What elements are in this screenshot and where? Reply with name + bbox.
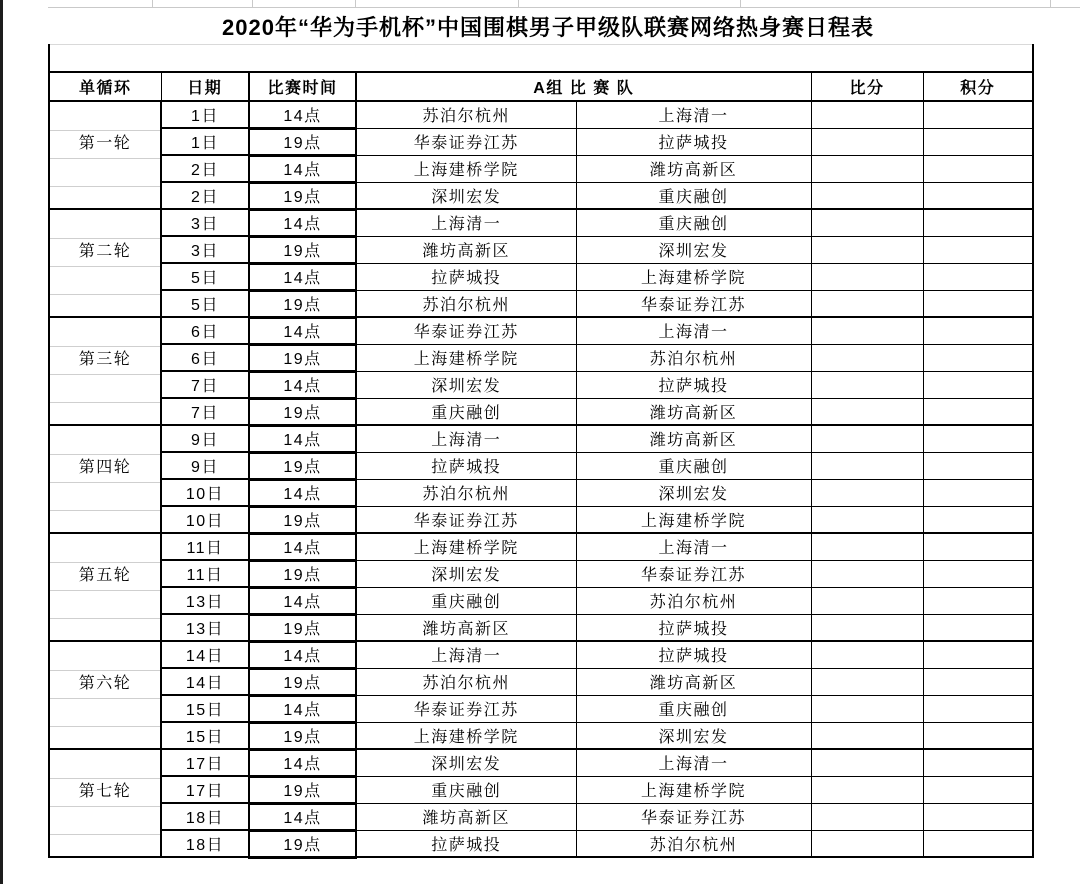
home-team-cell[interactable]: 上海建桥学院 xyxy=(356,722,576,749)
score-cell[interactable] xyxy=(811,317,923,344)
points-cell[interactable] xyxy=(923,290,1033,317)
round-label-cell[interactable]: 第六轮 xyxy=(49,641,161,749)
date-cell[interactable]: 3日 xyxy=(161,236,249,263)
time-cell[interactable]: 14点 xyxy=(249,803,356,830)
home-team-cell[interactable]: 上海清一 xyxy=(356,425,576,452)
time-cell[interactable]: 19点 xyxy=(249,290,356,317)
away-team-cell[interactable]: 苏泊尔杭州 xyxy=(576,830,811,857)
away-team-cell[interactable]: 华泰证券江苏 xyxy=(576,560,811,587)
score-cell[interactable] xyxy=(811,128,923,155)
away-team-cell[interactable]: 华泰证券江苏 xyxy=(576,290,811,317)
time-cell[interactable]: 19点 xyxy=(249,236,356,263)
match-row xyxy=(49,506,1033,533)
date-cell[interactable]: 15日 xyxy=(161,722,249,749)
match-row xyxy=(49,317,1033,344)
gridline-tick xyxy=(1050,0,1051,7)
score-cell[interactable] xyxy=(811,830,923,857)
gridline-tick xyxy=(518,0,519,7)
schedule-table xyxy=(48,44,1034,859)
home-team-cell[interactable]: 苏泊尔杭州 xyxy=(356,479,576,506)
score-cell[interactable] xyxy=(811,155,923,182)
points-cell[interactable] xyxy=(923,182,1033,209)
points-cell[interactable] xyxy=(923,398,1033,425)
match-row xyxy=(49,830,1033,857)
points-cell[interactable] xyxy=(923,803,1033,830)
match-row xyxy=(49,263,1033,290)
away-team-cell[interactable]: 深圳宏发 xyxy=(576,479,811,506)
score-cell[interactable] xyxy=(811,776,923,803)
date-cell[interactable]: 15日 xyxy=(161,695,249,722)
home-team-cell[interactable]: 上海建桥学院 xyxy=(356,155,576,182)
spacer-row xyxy=(49,45,1033,73)
time-cell[interactable]: 14点 xyxy=(249,533,356,560)
gridline-tick xyxy=(152,0,153,7)
time-cell[interactable]: 14点 xyxy=(249,317,356,344)
score-cell[interactable] xyxy=(811,533,923,560)
date-cell[interactable]: 18日 xyxy=(161,803,249,830)
match-row xyxy=(49,452,1033,479)
score-cell[interactable] xyxy=(811,452,923,479)
home-team-cell[interactable]: 华泰证券江苏 xyxy=(356,128,576,155)
match-row xyxy=(49,155,1033,182)
time-cell[interactable]: 19点 xyxy=(249,560,356,587)
match-row xyxy=(49,533,1033,560)
away-team-cell[interactable]: 拉萨城投 xyxy=(576,614,811,641)
home-team-cell[interactable]: 上海建桥学院 xyxy=(356,344,576,371)
round-label-cell[interactable]: 第三轮 xyxy=(49,317,161,425)
home-team-cell[interactable]: 潍坊高新区 xyxy=(356,803,576,830)
points-cell[interactable] xyxy=(923,236,1033,263)
time-cell[interactable]: 14点 xyxy=(249,101,356,128)
date-cell[interactable]: 11日 xyxy=(161,533,249,560)
home-team-cell[interactable]: 拉萨城投 xyxy=(356,263,576,290)
date-cell[interactable]: 13日 xyxy=(161,587,249,614)
time-cell[interactable]: 14点 xyxy=(249,479,356,506)
away-team-cell[interactable]: 上海清一 xyxy=(576,317,811,344)
top-gridline xyxy=(48,7,1080,8)
home-team-cell[interactable]: 潍坊高新区 xyxy=(356,236,576,263)
header-date-column[interactable]: 日期 xyxy=(161,72,249,101)
away-team-cell[interactable]: 深圳宏发 xyxy=(576,236,811,263)
time-cell[interactable]: 14点 xyxy=(249,641,356,668)
score-cell[interactable] xyxy=(811,614,923,641)
away-team-cell[interactable]: 苏泊尔杭州 xyxy=(576,344,811,371)
time-cell[interactable]: 19点 xyxy=(249,344,356,371)
home-team-cell[interactable]: 深圳宏发 xyxy=(356,371,576,398)
home-team-cell[interactable]: 苏泊尔杭州 xyxy=(356,290,576,317)
match-row xyxy=(49,587,1033,614)
match-row xyxy=(49,398,1033,425)
gridline-tick xyxy=(740,0,741,7)
time-cell[interactable]: 19点 xyxy=(249,668,356,695)
home-team-cell[interactable]: 上海清一 xyxy=(356,641,576,668)
time-cell[interactable]: 19点 xyxy=(249,776,356,803)
match-row xyxy=(49,371,1033,398)
points-cell[interactable] xyxy=(923,776,1033,803)
away-team-cell[interactable]: 上海清一 xyxy=(576,749,811,776)
home-team-cell[interactable]: 苏泊尔杭州 xyxy=(356,668,576,695)
match-row xyxy=(49,614,1033,641)
points-cell[interactable] xyxy=(923,317,1033,344)
points-cell[interactable] xyxy=(923,425,1033,452)
points-cell[interactable] xyxy=(923,479,1033,506)
points-cell[interactable] xyxy=(923,695,1033,722)
score-cell[interactable] xyxy=(811,560,923,587)
time-cell[interactable]: 19点 xyxy=(249,398,356,425)
date-cell[interactable]: 14日 xyxy=(161,668,249,695)
home-team-cell[interactable]: 拉萨城投 xyxy=(356,452,576,479)
away-team-cell[interactable]: 重庆融创 xyxy=(576,182,811,209)
time-cell[interactable]: 14点 xyxy=(249,209,356,236)
points-cell[interactable] xyxy=(923,506,1033,533)
home-team-cell[interactable]: 上海建桥学院 xyxy=(356,533,576,560)
points-cell[interactable] xyxy=(923,263,1033,290)
gridline-tick xyxy=(252,0,253,7)
match-row xyxy=(49,695,1033,722)
home-team-cell[interactable]: 苏泊尔杭州 xyxy=(356,101,576,128)
score-cell[interactable] xyxy=(811,641,923,668)
home-team-cell[interactable]: 上海清一 xyxy=(356,209,576,236)
points-cell[interactable] xyxy=(923,533,1033,560)
home-team-cell[interactable]: 深圳宏发 xyxy=(356,560,576,587)
points-cell[interactable] xyxy=(923,749,1033,776)
match-row xyxy=(49,344,1033,371)
away-team-cell[interactable]: 深圳宏发 xyxy=(576,722,811,749)
date-cell[interactable]: 7日 xyxy=(161,371,249,398)
away-team-cell[interactable]: 苏泊尔杭州 xyxy=(576,587,811,614)
match-row xyxy=(49,722,1033,749)
time-cell[interactable]: 14点 xyxy=(249,155,356,182)
away-team-cell[interactable]: 重庆融创 xyxy=(576,452,811,479)
date-cell[interactable]: 3日 xyxy=(161,209,249,236)
score-cell[interactable] xyxy=(811,101,923,128)
score-cell[interactable] xyxy=(811,236,923,263)
points-cell[interactable] xyxy=(923,641,1033,668)
date-cell[interactable]: 2日 xyxy=(161,155,249,182)
score-cell[interactable] xyxy=(811,290,923,317)
home-team-cell[interactable]: 重庆融创 xyxy=(356,776,576,803)
points-cell[interactable] xyxy=(923,371,1033,398)
date-cell[interactable]: 17日 xyxy=(161,749,249,776)
match-row xyxy=(49,290,1033,317)
score-cell[interactable] xyxy=(811,263,923,290)
points-cell[interactable] xyxy=(923,209,1033,236)
round-label-cell[interactable]: 第一轮 xyxy=(49,101,161,209)
time-cell[interactable]: 14点 xyxy=(249,425,356,452)
match-row xyxy=(49,749,1033,776)
away-team-cell[interactable]: 重庆融创 xyxy=(576,209,811,236)
away-team-cell[interactable]: 潍坊高新区 xyxy=(576,668,811,695)
header-time-column[interactable]: 比赛时间 xyxy=(249,72,356,101)
score-cell[interactable] xyxy=(811,425,923,452)
date-cell[interactable]: 6日 xyxy=(161,317,249,344)
round-label-cell[interactable]: 第四轮 xyxy=(49,425,161,533)
time-cell[interactable]: 19点 xyxy=(249,128,356,155)
away-team-cell[interactable]: 潍坊高新区 xyxy=(576,398,811,425)
away-team-cell[interactable]: 拉萨城投 xyxy=(576,371,811,398)
match-row xyxy=(49,182,1033,209)
score-cell[interactable] xyxy=(811,182,923,209)
time-cell[interactable]: 14点 xyxy=(249,263,356,290)
home-team-cell[interactable]: 重庆融创 xyxy=(356,587,576,614)
header-round-column[interactable]: 单循环 xyxy=(49,72,161,101)
score-cell[interactable] xyxy=(811,749,923,776)
away-team-cell[interactable]: 上海建桥学院 xyxy=(576,776,811,803)
date-cell[interactable]: 11日 xyxy=(161,560,249,587)
score-cell[interactable] xyxy=(811,695,923,722)
header-row xyxy=(49,72,1033,101)
points-cell[interactable] xyxy=(923,101,1033,128)
score-cell[interactable] xyxy=(811,398,923,425)
points-cell[interactable] xyxy=(923,830,1033,857)
points-cell[interactable] xyxy=(923,722,1033,749)
date-cell[interactable]: 14日 xyxy=(161,641,249,668)
date-cell[interactable]: 9日 xyxy=(161,452,249,479)
date-cell[interactable]: 17日 xyxy=(161,776,249,803)
score-cell[interactable] xyxy=(811,803,923,830)
spacer-cell xyxy=(49,45,1033,73)
score-cell[interactable] xyxy=(811,506,923,533)
time-cell[interactable]: 14点 xyxy=(249,749,356,776)
time-cell[interactable]: 14点 xyxy=(249,371,356,398)
date-cell[interactable]: 1日 xyxy=(161,128,249,155)
points-cell[interactable] xyxy=(923,452,1033,479)
header-points-column[interactable]: 积分 xyxy=(923,72,1033,101)
points-cell[interactable] xyxy=(923,128,1033,155)
date-cell[interactable]: 7日 xyxy=(161,398,249,425)
match-row xyxy=(49,479,1033,506)
date-cell[interactable]: 5日 xyxy=(161,290,249,317)
date-cell[interactable]: 10日 xyxy=(161,506,249,533)
sheet-title: 2020年“华为手机杯”中国围棋男子甲级队联赛网络热身赛日程表 xyxy=(222,15,874,40)
away-team-cell[interactable]: 重庆融创 xyxy=(576,695,811,722)
time-cell[interactable]: 19点 xyxy=(249,614,356,641)
time-cell[interactable]: 19点 xyxy=(249,452,356,479)
header-teams-column[interactable]: A组 比 赛 队 xyxy=(356,72,811,101)
points-cell[interactable] xyxy=(923,614,1033,641)
away-team-cell[interactable]: 上海建桥学院 xyxy=(576,263,811,290)
match-row xyxy=(49,668,1033,695)
away-team-cell[interactable]: 上海清一 xyxy=(576,533,811,560)
home-team-cell[interactable]: 拉萨城投 xyxy=(356,830,576,857)
points-cell[interactable] xyxy=(923,587,1033,614)
date-cell[interactable]: 9日 xyxy=(161,425,249,452)
score-cell[interactable] xyxy=(811,668,923,695)
window-left-edge xyxy=(0,0,3,884)
home-team-cell[interactable]: 华泰证券江苏 xyxy=(356,317,576,344)
home-team-cell[interactable]: 华泰证券江苏 xyxy=(356,506,576,533)
match-row xyxy=(49,101,1033,128)
time-cell[interactable]: 14点 xyxy=(249,587,356,614)
points-cell[interactable] xyxy=(923,668,1033,695)
match-row xyxy=(49,128,1033,155)
away-team-cell[interactable]: 潍坊高新区 xyxy=(576,155,811,182)
date-cell[interactable]: 5日 xyxy=(161,263,249,290)
score-cell[interactable] xyxy=(811,344,923,371)
score-cell[interactable] xyxy=(811,722,923,749)
time-cell[interactable]: 19点 xyxy=(249,830,356,857)
score-cell[interactable] xyxy=(811,371,923,398)
time-cell[interactable]: 19点 xyxy=(249,506,356,533)
points-cell[interactable] xyxy=(923,344,1033,371)
home-team-cell[interactable]: 深圳宏发 xyxy=(356,749,576,776)
away-team-cell[interactable]: 上海建桥学院 xyxy=(576,506,811,533)
away-team-cell[interactable]: 上海清一 xyxy=(576,101,811,128)
away-team-cell[interactable]: 潍坊高新区 xyxy=(576,425,811,452)
score-cell[interactable] xyxy=(811,209,923,236)
match-row xyxy=(49,209,1033,236)
score-cell[interactable] xyxy=(811,479,923,506)
match-row xyxy=(49,641,1033,668)
match-row xyxy=(49,236,1033,263)
match-row xyxy=(49,776,1033,803)
away-team-cell[interactable]: 华泰证券江苏 xyxy=(576,803,811,830)
match-row xyxy=(49,803,1033,830)
date-cell[interactable]: 10日 xyxy=(161,479,249,506)
match-row xyxy=(49,560,1033,587)
gridline-tick xyxy=(355,0,356,7)
home-team-cell[interactable]: 华泰证券江苏 xyxy=(356,695,576,722)
date-cell[interactable]: 13日 xyxy=(161,614,249,641)
away-team-cell[interactable]: 拉萨城投 xyxy=(576,641,811,668)
points-cell[interactable] xyxy=(923,560,1033,587)
home-team-cell[interactable]: 深圳宏发 xyxy=(356,182,576,209)
match-row xyxy=(49,425,1033,452)
home-team-cell[interactable]: 重庆融创 xyxy=(356,398,576,425)
date-cell[interactable]: 6日 xyxy=(161,344,249,371)
date-cell[interactable]: 18日 xyxy=(161,830,249,857)
date-cell[interactable]: 2日 xyxy=(161,182,249,209)
away-team-cell[interactable]: 拉萨城投 xyxy=(576,128,811,155)
score-cell[interactable] xyxy=(811,587,923,614)
time-cell[interactable]: 19点 xyxy=(249,182,356,209)
home-team-cell[interactable]: 潍坊高新区 xyxy=(356,614,576,641)
date-cell[interactable]: 1日 xyxy=(161,101,249,128)
time-cell[interactable]: 14点 xyxy=(249,695,356,722)
header-score-column[interactable]: 比分 xyxy=(811,72,923,101)
round-label-cell[interactable]: 第七轮 xyxy=(49,749,161,857)
time-cell[interactable]: 19点 xyxy=(249,722,356,749)
points-cell[interactable] xyxy=(923,155,1033,182)
round-label-cell[interactable]: 第二轮 xyxy=(49,209,161,317)
round-label-cell[interactable]: 第五轮 xyxy=(49,533,161,641)
